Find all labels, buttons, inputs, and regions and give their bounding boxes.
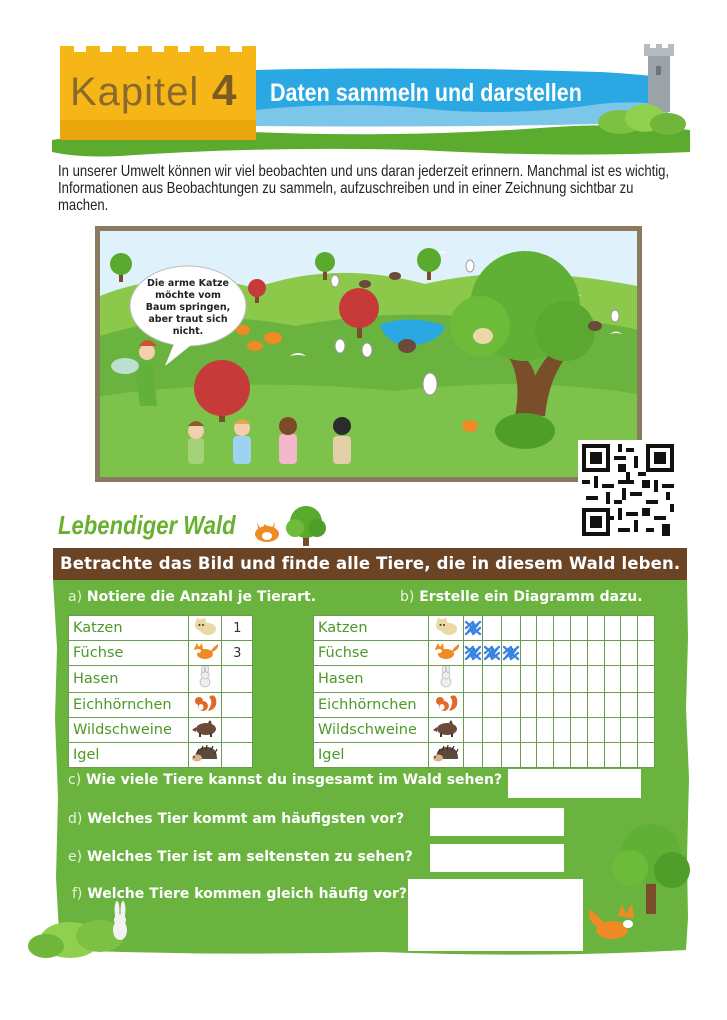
diagram-cell[interactable] (570, 693, 587, 718)
diagram-cell[interactable] (604, 743, 621, 768)
diagram-cell[interactable] (604, 616, 621, 641)
rabbit-icon (188, 666, 222, 693)
diagram-cell[interactable] (463, 718, 482, 743)
hedgehog-icon (188, 743, 222, 768)
diagram-cell[interactable] (604, 693, 621, 718)
count-cell[interactable] (222, 718, 253, 743)
task-e-text: Welches Tier ist am seltensten zu sehen? (86, 849, 413, 865)
diagram-cell[interactable] (482, 718, 501, 743)
diagram-cell[interactable] (482, 616, 501, 641)
squirrel-icon (429, 693, 463, 718)
diagram-cell[interactable] (501, 641, 520, 666)
diagram-cell[interactable] (570, 718, 587, 743)
diagram-animal-name: Katzen (314, 616, 429, 641)
tally-cross-mark (502, 645, 520, 661)
diagram-row (314, 666, 655, 693)
task-e-letter: e) (68, 849, 83, 865)
diagram-cell[interactable] (570, 666, 587, 693)
squirrel-icon (188, 693, 222, 718)
animal-name: Wildschweine (69, 718, 189, 743)
task-c (68, 772, 502, 788)
task-d-letter: d) (68, 811, 83, 827)
boar-icon (429, 718, 463, 743)
animal-name: Füchse (69, 641, 189, 666)
task-f-text: Welche Tiere kommen gleich häufig vor? (87, 886, 407, 902)
diagram-cell[interactable] (604, 666, 621, 693)
diagram-cell[interactable] (587, 641, 604, 666)
diagram-cell[interactable] (587, 666, 604, 693)
diagram-cell[interactable] (520, 616, 537, 641)
diagram-cell[interactable] (638, 718, 655, 743)
diagram-cell[interactable] (554, 666, 571, 693)
rabbit-icon (429, 666, 463, 693)
count-table-row (69, 693, 253, 718)
diagram-cell[interactable] (554, 743, 571, 768)
diagram-cell[interactable] (463, 641, 482, 666)
answer-box-c[interactable] (508, 769, 641, 798)
task-b-letter: b) (400, 589, 415, 605)
diagram-cell[interactable] (463, 743, 482, 768)
answer-box-f[interactable] (408, 879, 583, 951)
answer-box-d[interactable] (430, 808, 564, 836)
diagram-cell[interactable] (621, 718, 638, 743)
animal-name: Eichhörnchen (69, 693, 189, 718)
diagram-cell[interactable] (570, 616, 587, 641)
diagram-cell[interactable] (520, 718, 537, 743)
animal-name: Igel (69, 743, 189, 768)
diagram-cell[interactable] (638, 616, 655, 641)
diagram-cell[interactable] (501, 616, 520, 641)
answer-box-e[interactable] (430, 844, 564, 872)
task-a-text: Notiere die Anzahl je Tierart. (86, 589, 317, 605)
count-table-row (69, 743, 253, 768)
task-d (68, 811, 404, 827)
cat-icon (188, 616, 222, 641)
tally-cross-mark (483, 645, 501, 661)
diagram-cell[interactable] (537, 616, 554, 641)
diagram-cell[interactable] (554, 718, 571, 743)
diagram-animal-name: Hasen (314, 666, 429, 693)
count-table-row (69, 616, 253, 641)
diagram-cell[interactable] (587, 718, 604, 743)
diagram-cell[interactable] (501, 718, 520, 743)
task-a (68, 589, 316, 605)
diagram-cell[interactable] (587, 616, 604, 641)
diagram-cell[interactable] (537, 743, 554, 768)
diagram-cell[interactable] (537, 693, 554, 718)
diagram-cell[interactable] (554, 616, 571, 641)
hedgehog-icon (429, 743, 463, 768)
diagram-cell[interactable] (537, 641, 554, 666)
count-cell[interactable]: 1 (222, 616, 253, 641)
task-c-letter: c) (68, 772, 82, 788)
forest-scene-picture (95, 226, 642, 482)
diagram-cell[interactable] (520, 743, 537, 768)
animal-name: Katzen (69, 616, 189, 641)
diagram-cell[interactable] (570, 743, 587, 768)
diagram-animal-name: Eichhörnchen (314, 693, 429, 718)
diagram-cell[interactable] (520, 641, 537, 666)
diagram-cell[interactable] (587, 743, 604, 768)
diagram-cell[interactable] (501, 693, 520, 718)
diagram-cell[interactable] (638, 641, 655, 666)
diagram-cell[interactable] (463, 616, 482, 641)
count-cell[interactable]: 3 (222, 641, 253, 666)
diagram-cell[interactable] (621, 693, 638, 718)
diagram-cell[interactable] (621, 743, 638, 768)
fox-icon (429, 641, 463, 666)
task-f (72, 886, 407, 902)
diagram-cell[interactable] (638, 743, 655, 768)
count-table-row (69, 666, 253, 693)
diagram-row (314, 743, 655, 768)
diagram-cell[interactable] (463, 666, 482, 693)
diagram-cell[interactable] (570, 641, 587, 666)
count-table-row (69, 718, 253, 743)
diagram-row (314, 718, 655, 743)
task-b-text: Erstelle ein Diagramm dazu. (419, 589, 643, 605)
diagram-animal-name: Füchse (314, 641, 429, 666)
diagram-cell[interactable] (621, 641, 638, 666)
intro-paragraph: In unserer Umwelt können wir viel beobachten und uns daran jederzeit erinnern. Manchmal ist es wichtig, Informationen aus Beobachtungen zu sammeln, aufzuschreiben und in einer Zeichnung sichtbar zu machen. (58, 163, 670, 214)
diagram-cell[interactable] (482, 693, 501, 718)
cat-icon (429, 616, 463, 641)
diagram-cell[interactable] (604, 641, 621, 666)
diagram-row (314, 641, 655, 666)
diagram-cell[interactable] (520, 693, 537, 718)
diagram-animal-name: Igel (314, 743, 429, 768)
diagram-cell[interactable] (554, 641, 571, 666)
diagram-row (314, 616, 655, 641)
diagram-animal-name: Wildschweine (314, 718, 429, 743)
chapter-title: Daten sammeln und darstellen (270, 79, 582, 107)
fox-and-tree-decoration (245, 500, 335, 550)
speech-bubble-text: Die arme Katze möchte vom Baum springen, aber traut sich nicht. (145, 278, 231, 337)
task-e (68, 849, 413, 865)
tally-cross-mark (464, 645, 482, 661)
task-a-letter: a) (68, 589, 83, 605)
count-cell[interactable] (222, 743, 253, 768)
animal-name: Hasen (69, 666, 189, 693)
chapter-label: Kapitel (70, 70, 200, 114)
animal-diagram-table (313, 615, 655, 768)
diagram-cell[interactable] (482, 666, 501, 693)
diagram-cell[interactable] (638, 666, 655, 693)
diagram-cell[interactable] (638, 693, 655, 718)
diagram-cell[interactable] (501, 666, 520, 693)
diagram-cell[interactable] (537, 718, 554, 743)
count-cell[interactable] (222, 693, 253, 718)
chapter-number: 4 (212, 66, 237, 115)
diagram-cell[interactable] (482, 743, 501, 768)
diagram-cell[interactable] (554, 693, 571, 718)
boar-icon (188, 718, 222, 743)
tally-cross-mark (464, 620, 482, 636)
qr-code-icon[interactable] (578, 440, 678, 540)
diagram-cell[interactable] (587, 693, 604, 718)
diagram-cell[interactable] (501, 743, 520, 768)
diagram-cell[interactable] (463, 693, 482, 718)
task-d-text: Welches Tier kommt am häufigsten vor? (87, 811, 405, 827)
diagram-cell[interactable] (621, 666, 638, 693)
count-table-row (69, 641, 253, 666)
diagram-cell[interactable] (520, 666, 537, 693)
diagram-cell[interactable] (621, 616, 638, 641)
task-b (400, 589, 643, 605)
instruction-banner-text: Betrachte das Bild und finde alle Tiere, die in diesem Wald leben. (60, 554, 681, 573)
task-c-text: Wie viele Tiere kannst du insgesamt im Wald sehen? (86, 772, 503, 788)
diagram-cell[interactable] (537, 666, 554, 693)
diagram-cell[interactable] (482, 641, 501, 666)
section-title: Lebendiger Wald (58, 510, 236, 540)
fox-icon (188, 641, 222, 666)
diagram-cell[interactable] (604, 718, 621, 743)
task-f-letter: f) (72, 886, 83, 902)
count-cell[interactable] (222, 666, 253, 693)
diagram-row (314, 693, 655, 718)
animal-count-table (68, 615, 253, 768)
